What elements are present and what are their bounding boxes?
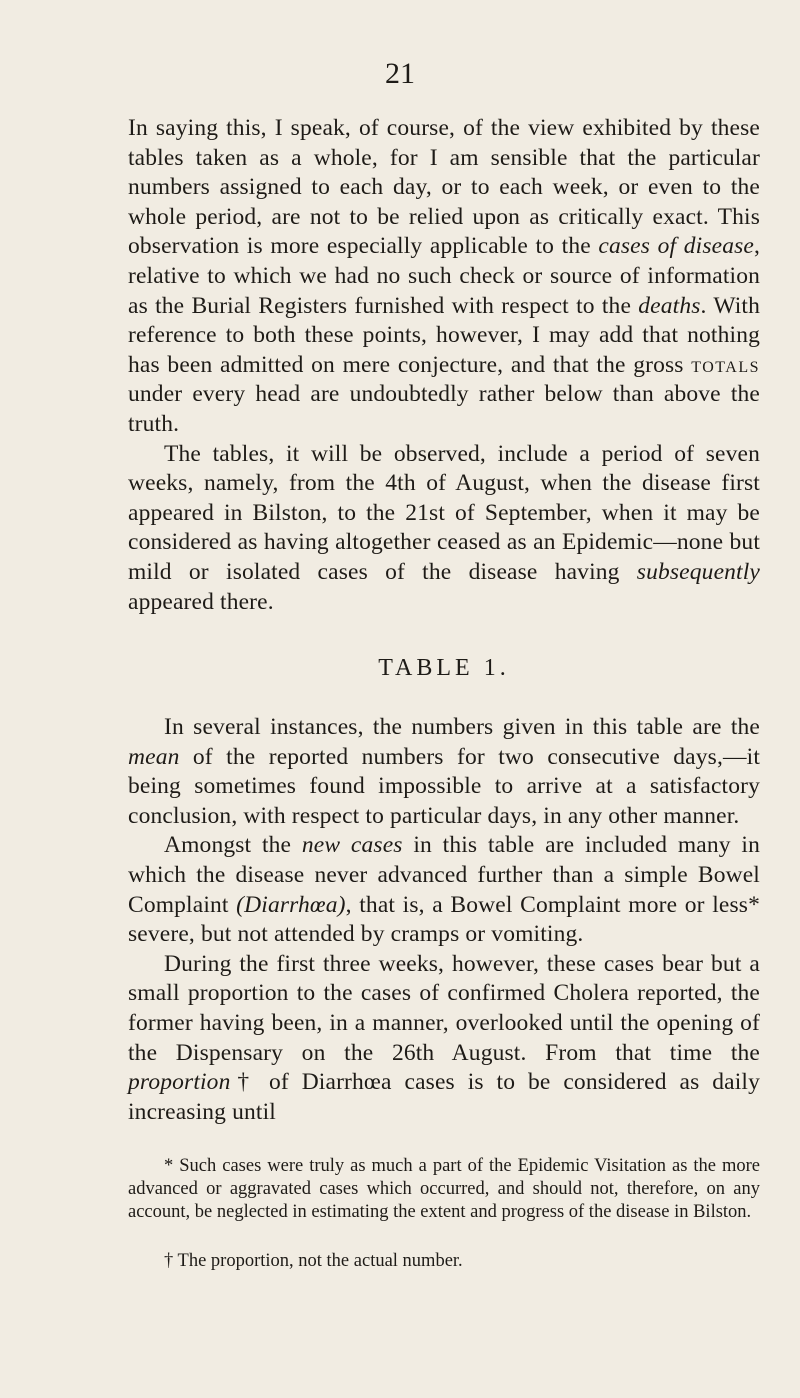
emphasis-subsequently: subsequently: [636, 558, 760, 585]
footnote-asterisk: * Such cases were truly as much a part of the Epidemic Visitation as the more advanced or aggravated cases which occurred, and should not, therefore, on any account, be neglected in estimating the extent and progress of the disease in Bilston.: [128, 1156, 760, 1223]
emphasis-mean: mean: [128, 743, 180, 770]
page-content: [128, 114, 760, 1273]
emphasis-new-cases: new cases: [301, 832, 403, 859]
footnotes: [128, 1155, 760, 1273]
emphasis-cases-of-disease: cases of disease: [598, 233, 754, 260]
paragraph-1: In saying this, I speak, of course, of the view exhibited by these tables taken as a whole, for I am sensible that the particular numbers assigned to each day, or to each week, or even to the whole period, are not to be relied upon as critically exact. This observation is more especially applicable to the cases of disease, relative to which we had no such check or source of information as the Burial Registers furnished with respect to the deaths. With reference to both these points, however, I may add that nothing has been admitted on mere conjecture, and that the gross totals under every head are undoubtedly rather below than above the truth.: [128, 115, 761, 437]
table-heading: TABLE 1.: [378, 655, 510, 682]
paragraph-2: The tables, it will be observed, include a period of seven weeks, namely, from the 4th of August, when the disease first appeared in Bilston, to the 21st of September, when it may be considered as having altogether ceased as an Epidemic—none but mild or isolated cases of the disease having subsequently appeared there.: [128, 440, 760, 615]
footnote-dagger: † The proportion, not the actual number.: [164, 1251, 463, 1272]
small-caps-totals: totals: [691, 351, 760, 378]
paragraph-3: In several instances, the numbers given in this table are the mean of the reported numbers for two consecutive days,—it being sometimes found impossible to arrive at a satisfactory conclusion, with respect to particular days, in any other manner.: [128, 714, 760, 829]
paragraph-5: During the first three weeks, however, these cases bear but a small proportion to the cases of confirmed Cholera reported, the former having been, in a manner, overlooked until the opening of the Dispensary on the 26th August. From that time the proportion† of Diarrhœa cases is to be considered as daily increasing until: [128, 950, 760, 1125]
emphasis-proportion: proportion: [128, 1069, 231, 1096]
page-number: 21: [385, 57, 415, 90]
emphasis-deaths: deaths: [638, 292, 701, 319]
emphasis-diarrhoea: (Diarrhœa): [236, 891, 346, 918]
paragraph-4: Amongst the new cases in this table are included many in which the disease never advanced further than a simple Bowel Complaint (Diarrhœa), that is, a Bowel Complaint more or less* severe, but not attended by cramps or vomiting.: [128, 832, 760, 948]
